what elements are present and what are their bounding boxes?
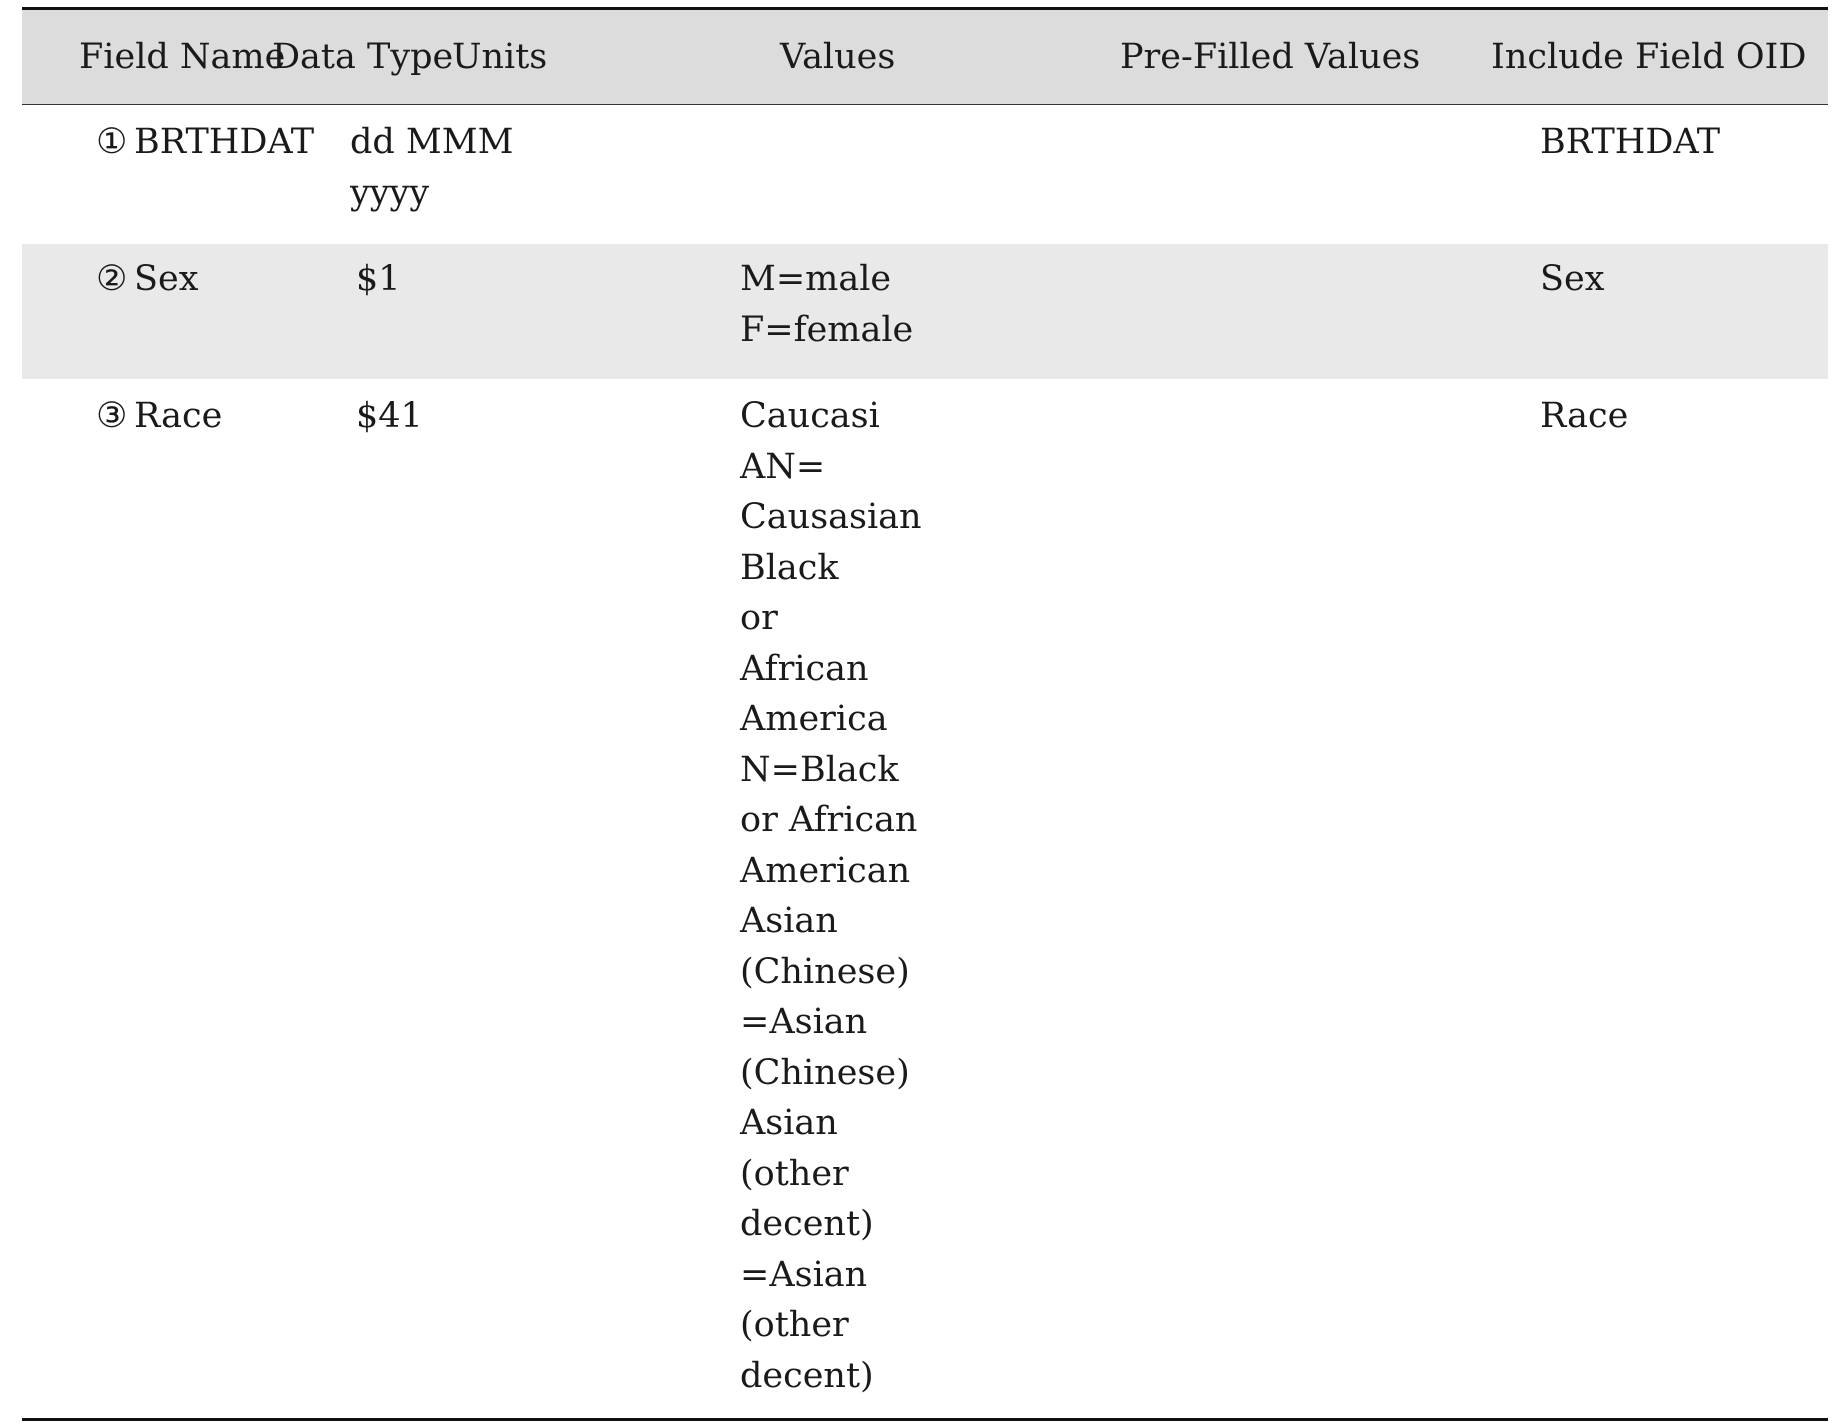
value-line: (Chinese) bbox=[740, 1052, 910, 1093]
table-bottom-rule bbox=[22, 1418, 1828, 1421]
data-type-line: yyyy bbox=[350, 172, 430, 213]
values-cell bbox=[740, 254, 913, 355]
value-line: decent) bbox=[740, 1355, 874, 1396]
header-prefilled-values: Pre-Filled Values bbox=[1120, 37, 1421, 77]
field-name-cell bbox=[96, 254, 198, 305]
value-line: American bbox=[740, 850, 911, 891]
value-line: Caucasi bbox=[740, 396, 880, 436]
field-oid-cell: Race bbox=[1540, 396, 1629, 436]
field-name: BRTHDAT bbox=[134, 122, 315, 162]
field-name-cell bbox=[96, 117, 314, 168]
header-values: Values bbox=[780, 37, 896, 77]
data-type-line: $41 bbox=[356, 396, 423, 436]
value-line: or bbox=[740, 598, 778, 638]
header-include-field-oid: Include Field OID bbox=[1491, 37, 1807, 77]
row-number-marker: ③ bbox=[96, 396, 128, 436]
field-oid-cell: BRTHDAT bbox=[1540, 122, 1721, 162]
row-number-marker: ② bbox=[96, 259, 128, 299]
value-line: AN= bbox=[740, 446, 826, 487]
row-number-marker: ① bbox=[96, 122, 128, 162]
value-line: =Asian bbox=[740, 1254, 868, 1295]
value-line: America bbox=[740, 699, 888, 739]
field-name: Race bbox=[134, 396, 223, 436]
data-type-cell bbox=[356, 254, 401, 305]
value-line: or African bbox=[740, 800, 918, 840]
table-row bbox=[22, 379, 1828, 1418]
value-line: N=Black bbox=[740, 749, 899, 790]
field-name-cell bbox=[96, 391, 222, 442]
data-type-cell bbox=[350, 117, 513, 218]
header-data-type: Data Type bbox=[272, 37, 454, 77]
value-line: (Chinese) bbox=[740, 951, 910, 992]
value-line: Asian bbox=[740, 901, 838, 941]
value-line: Black bbox=[740, 547, 839, 588]
value-line: (other bbox=[740, 1153, 849, 1194]
value-line: (other bbox=[740, 1305, 849, 1345]
value-line: African bbox=[740, 648, 869, 689]
value-line: Asian bbox=[740, 1103, 838, 1143]
values-cell bbox=[740, 391, 922, 1401]
data-type-cell bbox=[356, 391, 423, 442]
crf-field-table bbox=[22, 7, 1828, 1421]
data-type-line: $1 bbox=[356, 259, 401, 299]
value-line: M=male bbox=[740, 259, 892, 299]
value-line: Causasian bbox=[740, 497, 922, 537]
header-units: Units bbox=[452, 37, 548, 77]
value-line: F=female bbox=[740, 309, 914, 350]
table-header-row bbox=[22, 10, 1828, 105]
value-line: =Asian bbox=[740, 1002, 868, 1042]
table-row bbox=[22, 105, 1828, 244]
table-row bbox=[22, 244, 1828, 379]
field-oid-cell: Sex bbox=[1540, 259, 1605, 299]
value-line: decent) bbox=[740, 1204, 874, 1244]
field-name: Sex bbox=[134, 259, 199, 299]
data-type-line: dd MMM bbox=[350, 122, 514, 162]
header-field-name: Field Name bbox=[79, 37, 286, 77]
